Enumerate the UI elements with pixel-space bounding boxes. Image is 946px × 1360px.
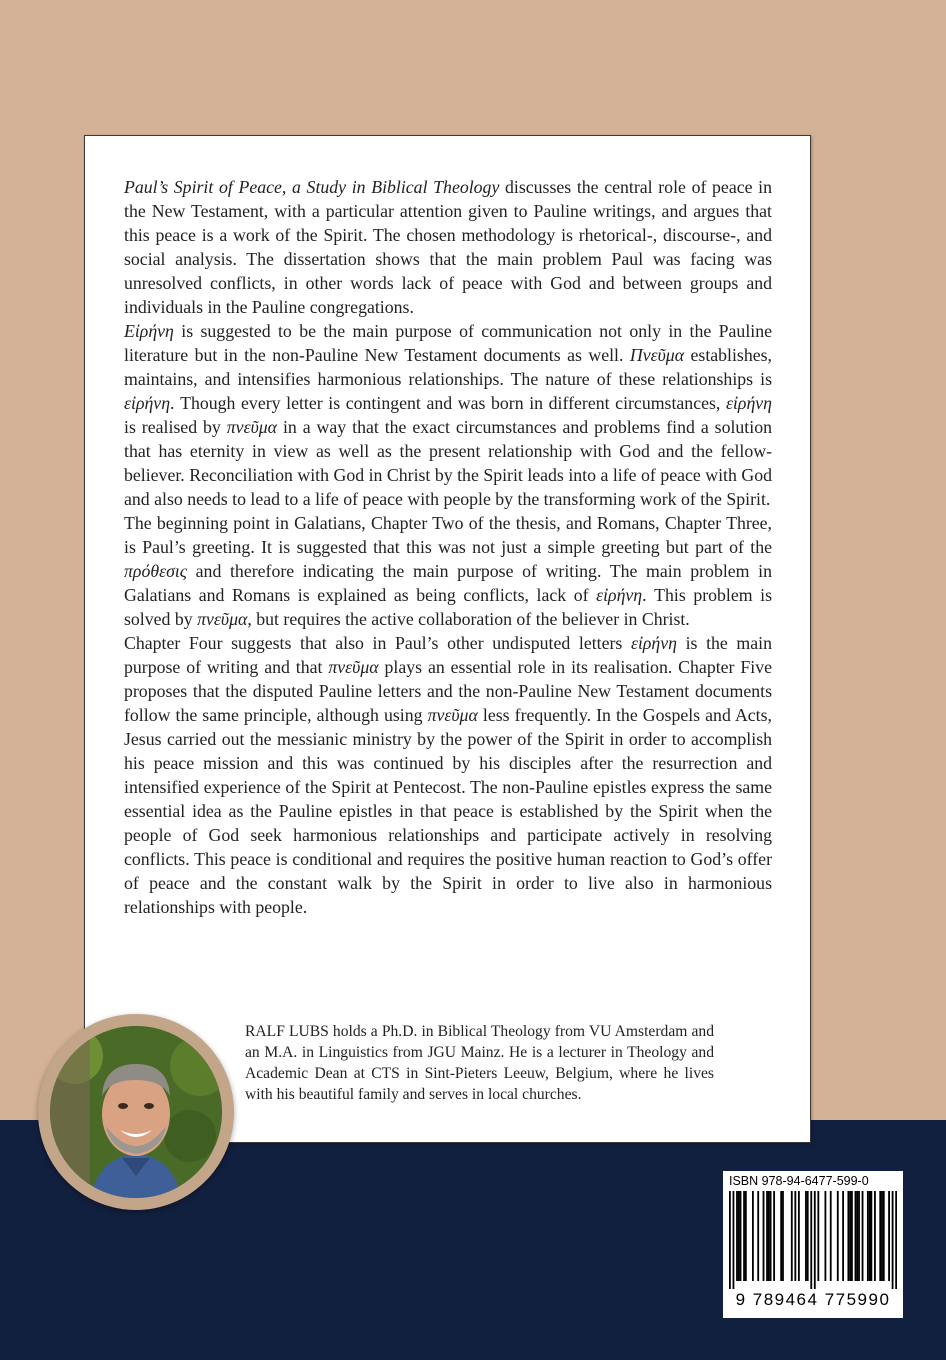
barcode-bar [794,1191,796,1281]
barcode-bar [881,1191,883,1281]
barcode-bar [810,1191,812,1289]
barcode-bar [862,1191,864,1281]
barcode-bar [773,1191,775,1281]
barcode-bar [874,1191,876,1281]
barcode-bar [842,1191,844,1281]
blurb-paragraph-2: Εἰρήνη is suggested to be the main purpose of communication not only in the Pauline literature but in the non-Pauline New Testament documents as well. Πνεῦμα establishes, maintains, and intensifies harmonious relationships. The nature of these relationships is εἰρήνη. Though every letter is contingent and was born in different circumstances, εἰρήνη is realised by πνεῦμα in a way that the exact circumstances and problems find a solution that has eternity in view as well as the present relationship with God and the fellow-believer. Reconciliation with God in Christ by the Spirit leads into a life of peace with God and also needs to lead to a life of peace with people by the transforming work of the Spirit. [124,321,772,509]
barcode-bar [867,1191,869,1281]
barcode-bar [752,1191,754,1281]
barcode-bar [733,1191,735,1289]
barcode-bar [770,1191,772,1281]
barcode-bar [729,1191,731,1289]
barcode-bar [814,1191,816,1289]
barcode-bar [782,1191,784,1281]
barcode-bar [830,1191,832,1281]
isbn-barcode [723,1171,903,1318]
barcode-bar [888,1191,890,1281]
barcode-bar [847,1191,849,1281]
barcode-bar [766,1191,768,1281]
barcode-bar [851,1191,853,1281]
barcode-bar [763,1191,765,1281]
blurb-paragraph-3: The beginning point in Galatians, Chapter Two of the thesis, and Romans, Chapter Three, is Paul’s greeting. It is suggested that this was not just a simple greeting but part of the πρόθεσις and therefore indicating the main purpose of writing. The main problem in Galatians and Romans is explained as being conflicts, lack of εἰρήνη. This problem is solved by πνεῦμα, but requires the active collaboration of the believer in Christ. [124,513,772,629]
author-photo-frame [38,1014,234,1210]
barcode-bar [807,1191,809,1281]
barcode-bar [856,1191,858,1281]
barcode-bar [817,1191,819,1281]
author-bio: RALF LUBS holds a Ph.D. in Biblical Theology from VU Amsterdam and an M.A. in Linguistics from JGU Mainz. He is a lecturer in Theology and Academic Dean at CTS in Sint-Pieters Leeuw, Belgium, where he lives with his beautiful family and serves in local churches. [245,1023,714,1103]
barcode-bar [768,1191,770,1281]
blurb-paragraph-1: Paul’s Spirit of Peace, a Study in Biblical Theology discusses the central role of peace in the New Testament, with a particular attention given to Pauline writings, and argues that this peace is a work of the Spirit. The chosen methodology is rhetorical-, discourse-, and social analysis. The dissertation shows that the main problem Paul was facing was unresolved conflicts, in other words lack of peace with God and between groups and individuals in the Pauline congregations. [124,177,772,317]
barcode-bar [837,1191,839,1281]
barcode-bar [791,1191,793,1281]
barcode-bar [805,1191,807,1281]
back-cover-blurb [124,175,772,919]
barcode-bar [883,1191,885,1281]
barcode-bar [895,1191,897,1289]
blurb-paragraph-4: Chapter Four suggests that also in Paul’s other undisputed letters εἰρήνη is the main purpose of writing and that πνεῦμα plays an essential role in its realisation. Chapter Five proposes that the disputed Pauline letters and the non-Pauline New Testament documents follow the same principle, although using πνεῦμα less frequently. In the Gospels and Acts, Jesus carried out the messianic ministry by the power of the Spirit in order to accomplish his peace mission and this was continued by his disciples after the resurrection and intensified experience of the Spirit at Pentecost. The non-Pauline epistles express the same essential idea as the Pauline epistles in that peace is established by the Spirit when the people of God seek harmonious relationships and participate actively in resolving conflicts. This peace is conditional and requires the positive human reaction to God’s offer of peace and the constant walk by the Spirit in order to live also in harmonious relationships with people. [124,633,772,917]
barcode-bar [743,1191,745,1281]
barcode-bars [729,1191,897,1289]
ean-digits: 9 789464 775990 [735,1290,891,1309]
book-title: Paul’s Spirit of Peace, a Study in Biblical Theology [124,177,500,197]
barcode-bar [879,1191,881,1281]
isbn-label: ISBN 978-94-6477-599-0 [729,1174,869,1188]
barcode-bar [849,1191,851,1281]
barcode-bar [892,1191,894,1289]
barcode-bar [855,1191,857,1281]
barcode-bar [858,1191,860,1281]
portrait-illustration [50,1026,222,1198]
barcode-bar [824,1191,826,1281]
barcode-bar [780,1191,782,1281]
barcode-bar [870,1191,872,1281]
barcode-bar [869,1191,871,1281]
barcode-bar [798,1191,800,1281]
author-portrait-icon [50,1026,222,1198]
barcode-bar [757,1191,759,1281]
barcode-bar [740,1191,742,1281]
barcode-bar [745,1191,747,1281]
barcode-bar [736,1191,738,1281]
barcode-bar [738,1191,740,1281]
